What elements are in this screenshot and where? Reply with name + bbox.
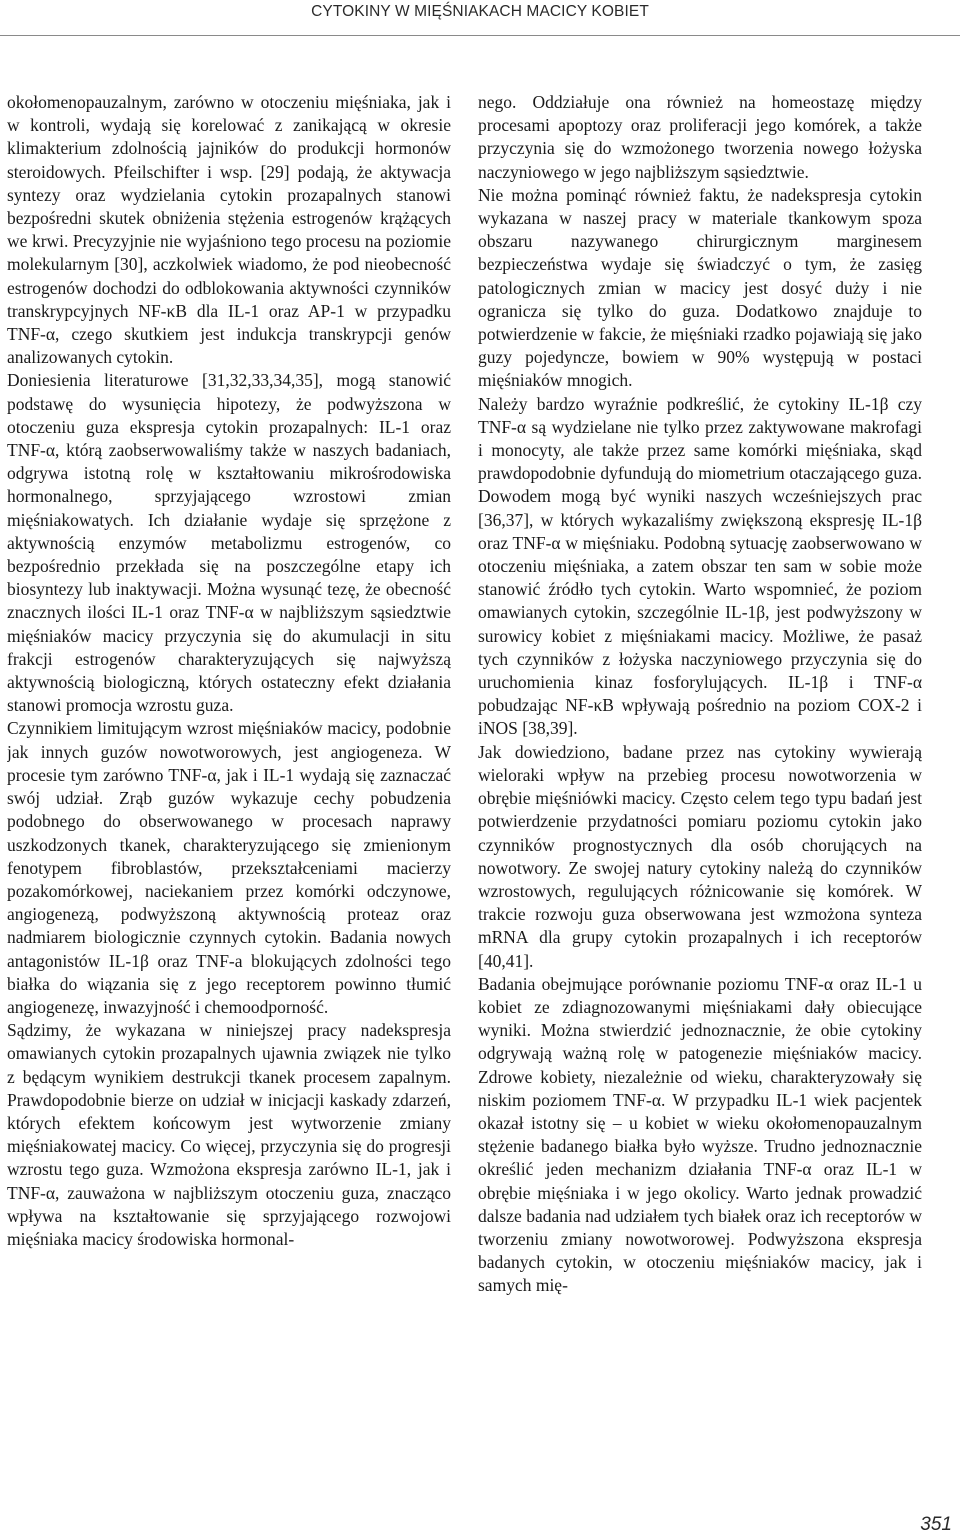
paragraph: Doniesienia literaturowe [31,32,33,34,35], mogą stanowić podstawę do wysunięcia hipotezy, że podwyższona w otoczeniu guza ekspresja cytokin prozapalnych: IL-1 oraz TNF-α, którą zaobserwowaliśmy także w naszych badaniach, odgrywa istotną rolę w kształtowaniu mikrośrodowiska hormonalnego, sprzyjającego wzrostowi zmian mięśniakowatych. Ich działanie wydaje się sprzężone z aktywnością enzymów metabolizmu estrogenów, co bezpośrednio przekłada się na poszczególne etapy ich biosyntezy lub inaktywacji. Można wysunąć tezę, że obecność znacznych ilości IL-1 oraz TNF-α w najbliższym sąsiedztwie mięśniaków macicy przyczynia się do akumulacji in situ frakcji estrogenów charakteryzujących się najwyższą aktywnością biologiczną, których ostateczny efekt działania stanowi promocja wzrostu guza. xyxy=(7,370,451,716)
left-text-column xyxy=(7,91,451,1401)
paragraph: Jak dowiedziono, badane przez nas cytokiny wywierają wieloraki wpływ na przebieg procesu nowotworzenia w obrębie mięśniówki macicy. Często celem tego typu badań jest potwierdzenie przydatności pomiaru poziomu cytokin jako czynników prognostycznych dla osób chorujących na nowotwory. Ze swojej natury cytokiny należą do czynników wzrostowych, regulujących różnicowanie się komórek. W trakcie rozwoju guza obserwowana jest wzmożona synteza mRNA dla grupy cytokin prozapalnych i ich receptorów [40,41]. xyxy=(478,741,922,971)
paragraph: okołomenopauzalnym, zarówno w otoczeniu mięśniaka, jak i w kontroli, wydają się korelować z zanikającą w okresie klimakterium zdolnością jajników do produkcji hormonów steroidowych. Pfeilschifter i wsp. [29] podają, że aktywacja syntezy oraz wydzielania cytokin prozapalnych stanowi bezpośredni skutek obniżenia stężenia estrogenów krążących we krwi. Precyzyjnie nie wyjaśniono tego procesu na poziomie molekularnym [30], aczkolwiek wiadomo, że pod nieobecność estrogenów dochodzi do odblokowania aktywności czynników transkrypcyjnych NF-κB dla IL-1 oraz AP-1 w przypadku TNF-α, czego skutkiem jest indukcja transkrypcji genów analizowanych cytokin. xyxy=(7,92,451,368)
paragraph: Czynnikiem limitującym wzrost mięśniaków macicy, podobnie jak innych guzów nowotworowych, jest angiogeneza. W procesie tym zarówno TNF-α, jak i IL-1 wydają się zaznaczać swój udział. Zrąb guzów wykazuje cechy pobudzenia podobnego do obserwowanego w procesach naprawy uszkodzonych tkanek, charakteryzującego się zmienionym fenotypem fibroblastów, przekształceniami macierzy pozakomórkowej, naciekaniem przez komórki odczynowe, angiogenezą, podwyższoną aktywnością proteaz oraz nadmiarem biologicznie czynnych cytokin. Badania nowych antagonistów IL-1β oraz TNF-a blokujących zdolności tego białka do wiązania się z jego receptorem powinno tłumić angiogenezę, inwazyjność i chemoodporność. xyxy=(7,718,451,1017)
paragraph: Sądzimy, że wykazana w niniejszej pracy nadekspresja omawianych cytokin prozapalnych ujawnia związek nie tylko z będącym wynikiem destrukcji tkanek procesem zapalnym. Prawdopodobnie bierze on udział w inicjacji kaskady zdarzeń, których efektem końcowym jest wytworzenie zmiany mięśniakowatej macicy. Co więcej, przyczynia się do progresji wzrostu tego guza. Wzmożona ekspresja zarówno IL-1, jak i TNF-α, zauważona w najbliższym otoczeniu guza, znacząco wpływa na kształtowanie się sprzyjającego rozwojowi mięśniaka macicy środowiska hormonal- xyxy=(7,1020,451,1249)
paragraph: Badania obejmujące porównanie poziomu TNF-α oraz IL-1 u kobiet ze zdiagnozowanymi mięśniakami dały obiecujące wyniki. Można stwierdzić jednoznacznie, że obie cytokiny odgrywają ważną rolę w patogenezie mięśniaków macicy. Zdrowe kobiety, niezależnie od wieku, charakteryzowały się niskim poziomem TNF-α. W przypadku IL-1 wiek pacjentek okazał istotny się – u kobiet w wieku okołomenopauzalnym stężenie badanego białka było wyższe. Trudno jednoznacznie określić jeden mechanizm działania TNF-α oraz IL-1 w obrębie mięśniaka i w jego okolicy. Warto jednak prowadzić dalsze badania nad udziałem tych białek oraz ich receptorów w tworzeniu zmiany nowotworowej. Podwyższona ekspresja badanych cytokin, w otoczeniu mięśniaków macicy, jak i samych mię- xyxy=(478,973,922,1296)
paragraph: Nie można pominąć również faktu, że nadekspresja cytokin wykazana w naszej pracy w materiale tkankowym spoza obszaru nazywanego chirurgicznym marginesem bezpieczeństwa wydaje się świadczyć o tym, że zasięg patologicznych zmian w macicy jest dosyć duży i nie ogranicza się tylko do guza. Dodatkowo znajduje to potwierdzenie w fakcie, że mięśniaki rzadko pojawiają się jako guzy pojedyncze, bowiem w 90% występują w postaci mięśniaków mnogich. xyxy=(478,184,922,391)
paragraph: Należy bardzo wyraźnie podkreślić, że cytokiny IL-1β czy TNF-α są wydzielane nie tylko przez zaktywowane makrofagi i monocyty, ale także przez same komórki mięśniaka, skąd prawdopodobnie dyfundują do miometrium otaczającego guza. Dowodem mogą być wyniki naszych wcześniejszych prac [36,37], w których wykazaliśmy zwiększoną ekspresję IL-1β oraz TNF-α w mięśniaku. Podobną sytuację zaobserwowano w otoczeniu mięśniaka, a zatem obszar ten sam w sobie może stanowić źródło tych cytokin. Warto wspomnieć, że poziom omawianych cytokin, szczególnie IL-1β, jest podwyższony w surowicy kobiet z mięśniakami macicy. Możliwe, że pasaż tych czynników z łożyska naczyniowego przyczynia się do uruchomienia kinaz fosforylujących. IL-1β i TNF-α pobudzając NF-κB wpływają pośrednio na poziom COX-2 i iNOS [38,39]. xyxy=(478,393,922,739)
paragraph: nego. Oddziałuje ona również na homeostazę między procesami apoptozy oraz proliferacji jego komórek, a także przyczynia się do wzmożonego tworzenia nowego łożyska naczyniowego w jego najbliższym sąsiedztwie. xyxy=(478,92,922,182)
running-header: CYTOKINY W MIĘŚNIAKACH MACICY KOBIET xyxy=(311,3,649,20)
right-text-column xyxy=(478,91,922,1401)
header-rule xyxy=(0,35,960,36)
page-number: 351 xyxy=(920,1514,952,1535)
